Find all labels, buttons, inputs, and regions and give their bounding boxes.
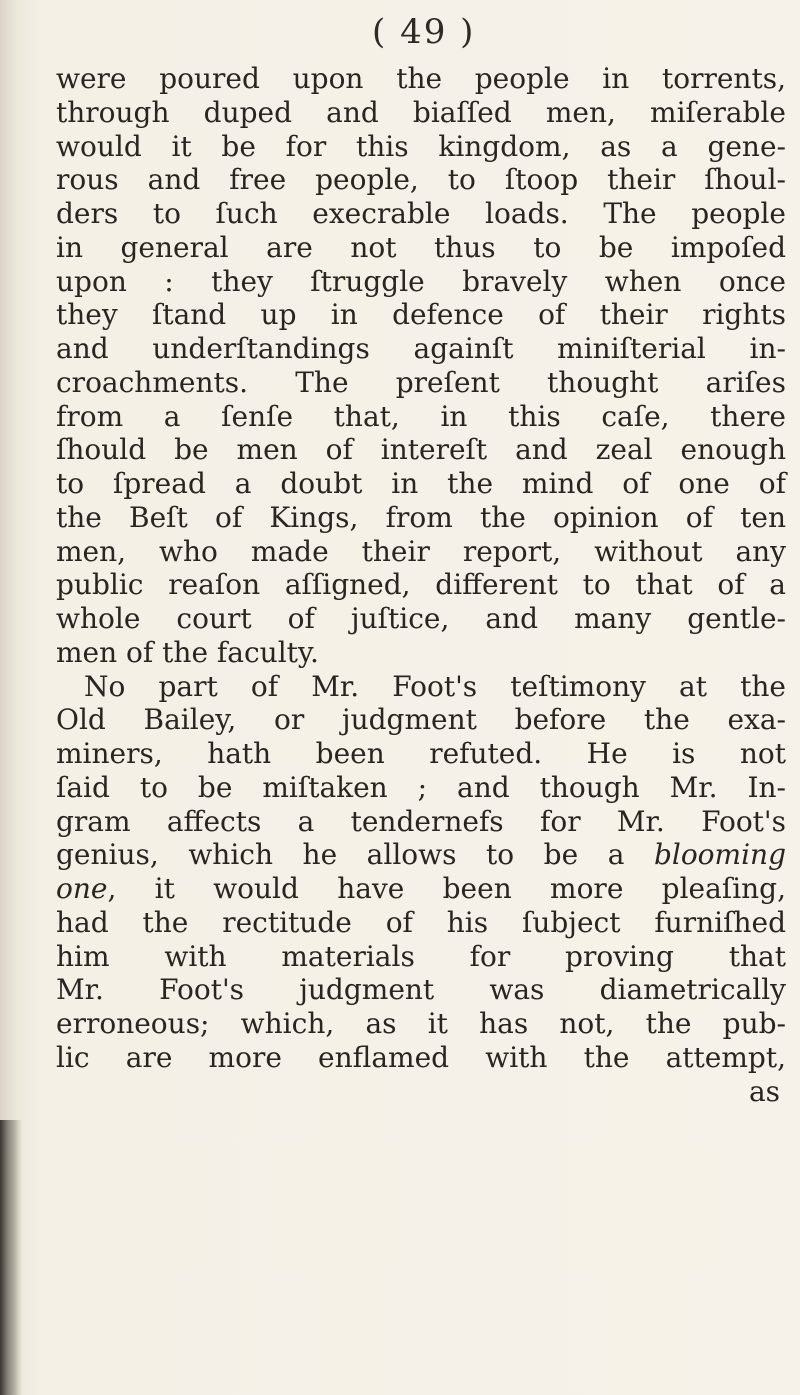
text-line: ſaid to be miſtaken ; and though Mr. In-	[56, 770, 786, 804]
text-line: public reaſon aſſigned, different to that of a	[56, 568, 786, 602]
text-line: the Beſt of Kings, from the opinion of ten	[56, 500, 786, 534]
text-line: lic are more enflamed with the attempt,	[56, 1040, 786, 1074]
text-line: Old Bailey, or judgment before the exa-	[56, 703, 786, 737]
text-line: had the rectitude of his ſubject furniſhed	[56, 905, 786, 939]
text-line: through duped and biaſſed men, miſerable	[56, 95, 786, 129]
text-line: were poured upon the people in torrents,	[56, 62, 786, 95]
text-line: Mr. Foot's judgment was diametrically	[56, 973, 786, 1007]
page-number: ( 49 )	[372, 12, 476, 52]
text-line: ſhould be men of intereſt and zeal enough	[56, 433, 786, 467]
paragraph-end-line: men of the faculty.	[56, 635, 319, 669]
text-line: from a ſenſe that, in this caſe, there	[56, 399, 786, 433]
paragraph-start-line: No part of Mr. Foot's teſtimony at the	[84, 669, 786, 703]
binding-shadow	[0, 1120, 22, 1395]
italic-word: blooming	[653, 838, 786, 872]
text-line: would it be for this kingdom, as a gene-	[56, 129, 786, 163]
body-text	[56, 62, 786, 1108]
text-line: rous and free people, to ſtoop their ſhoul-	[56, 163, 786, 197]
text-line: ders to ſuch execrable loads. The people	[56, 197, 786, 230]
italic-word: one	[56, 872, 108, 905]
text-line	[56, 838, 786, 872]
catchword: as	[748, 1074, 780, 1108]
text-line: gram affects a tendernefs for Mr. Foot's	[56, 804, 786, 838]
text-line: men, who made their report, without any	[56, 534, 786, 568]
text-line: they ſtand up in defence of their rights	[56, 298, 786, 332]
line-text: genius, which he allows to be a	[56, 838, 654, 872]
text-line: upon : they ſtruggle bravely when once	[56, 264, 786, 298]
text-line: in general are not thus to be impoſed	[56, 230, 786, 264]
text-line: erroneous; which, as it has not, the pub-	[56, 1007, 786, 1040]
text-line: croachments. The preſent thought ariſes	[56, 365, 786, 399]
text-line: and underſtandings againſt miniſterial in-	[56, 332, 786, 365]
text-line: miners, hath been refuted. He is not	[56, 737, 786, 770]
text-line	[56, 872, 786, 906]
text-line: whole court of juſtice, and many gentle-	[56, 602, 786, 635]
line-text: , it would have been more pleaſing,	[107, 872, 786, 905]
text-line: to ſpread a doubt in the mind of one of	[56, 467, 786, 500]
text-line: him with materials for proving that	[56, 939, 786, 973]
